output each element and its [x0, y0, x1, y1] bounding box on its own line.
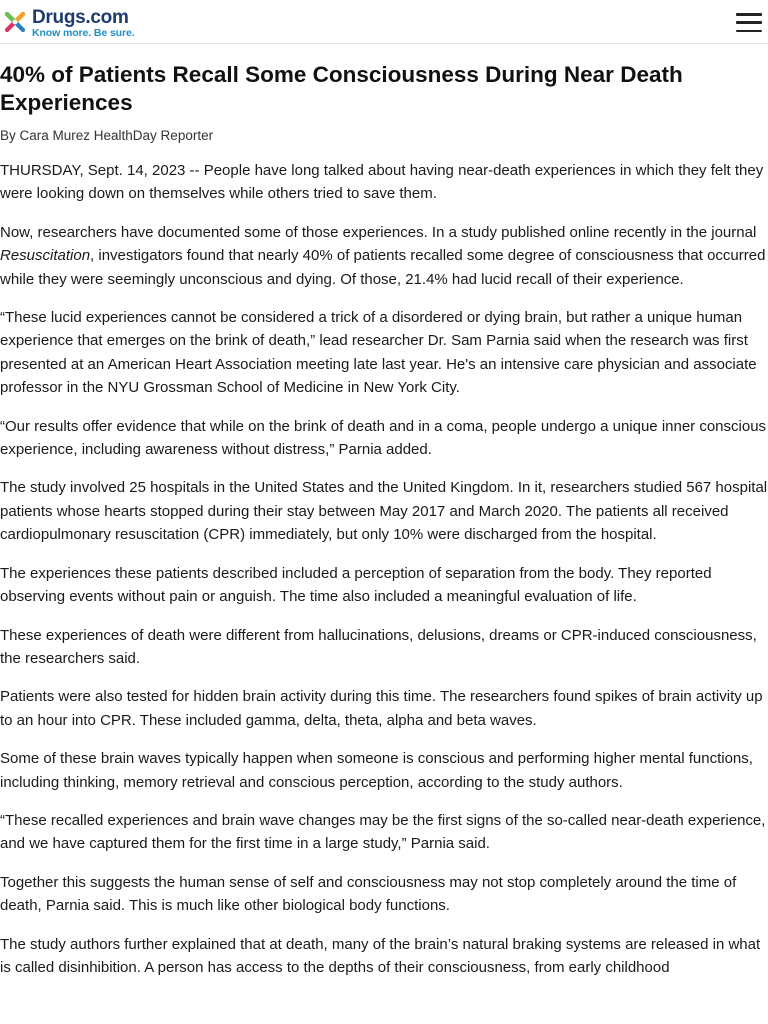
paragraph: These experiences of death were different from hallucinations, delusions, dreams or CPR-induced consciousness, the researchers said.	[0, 626, 757, 667]
site-header	[0, 0, 768, 44]
article-title: 40% of Patients Recall Some Consciousness During Near Death Experiences	[0, 62, 683, 115]
article-byline: By Cara Murez HealthDay Reporter	[0, 128, 214, 143]
logo-name: Drugs.com	[32, 7, 129, 28]
menu-bar	[736, 21, 762, 24]
hamburger-menu-icon[interactable]	[736, 13, 762, 32]
paragraph	[0, 221, 768, 291]
paragraph-text: Now, researchers have documented some of those experiences. In a study published online recently in the journal	[0, 223, 757, 241]
menu-bar	[736, 13, 762, 16]
paragraph: Together this suggests the human sense of self and consciousness may not stop completely around the time of death, Parnia said. This is much like other biological body functions.	[0, 873, 737, 915]
logo-tagline: Know more. Be sure.	[32, 27, 135, 39]
paragraph: The experiences these patients described included a perception of separation from the body. They reported observing events without pain or anguish. The time also included a meaningful evaluation of life.	[0, 564, 712, 606]
paragraph-text: , investigators found that nearly 40% of patients recalled some degree of consciousness that occurred while they were seemingly unconscious and dying. Of those, 21.4% had lucid recall of their experience.	[0, 247, 766, 288]
paragraph: “These recalled experiences and brain wave changes may be the first signs of the so-called near-death experience, and we have captured them for the first time in a large study,” Parnia said.	[0, 811, 766, 853]
site-logo[interactable]	[1, 8, 135, 39]
drugs-logo-icon	[1, 8, 29, 36]
article-body	[0, 159, 768, 979]
article	[0, 61, 768, 979]
paragraph: “These lucid experiences cannot be considered a trick of a disordered or dying brain, but rather a unique human experience that emerges on the brink of death,” lead researcher Dr. Sam Parnia said when the research was first presented at an American Heart Association meeting late last year. He's an intensive care physician and associate professor in the NYU Grossman School of Medicine in New York City.	[0, 309, 757, 397]
paragraph: The study involved 25 hospitals in the United States and the United Kingdom. In it, researchers studied 567 hospital patients whose hearts stopped during their stay between May 2017 and March 2020. The patients all received cardiopulmonary resuscitation (CPR) immediately, but only 10% were discharged from the hospital.	[0, 479, 768, 544]
paragraph: Patients were also tested for hidden brain activity during this time. The researchers found spikes of brain activity up to an hour into CPR. These included gamma, delta, theta, alpha and beta waves.	[0, 688, 763, 729]
journal-name: Resuscitation	[0, 247, 91, 265]
paragraph: THURSDAY, Sept. 14, 2023 -- People have long talked about having near-death experiences in which they felt they were looking down on themselves while others tried to save them.	[0, 162, 764, 203]
paragraph: “Our results offer evidence that while on the brink of death and in a coma, people undergo a unique inner conscious experience, including awareness without distress,” Parnia added.	[0, 417, 767, 459]
menu-bar	[736, 30, 762, 33]
paragraph: The study authors further explained that at death, many of the brain’s natural braking systems are released in what is called disinhibition. A person has access to the depths of their consciousness, from early childhood	[0, 935, 761, 976]
paragraph: Some of these brain waves typically happen when someone is conscious and performing higher mental functions, including thinking, memory retrieval and conscious perception, according to the study authors.	[0, 750, 753, 791]
